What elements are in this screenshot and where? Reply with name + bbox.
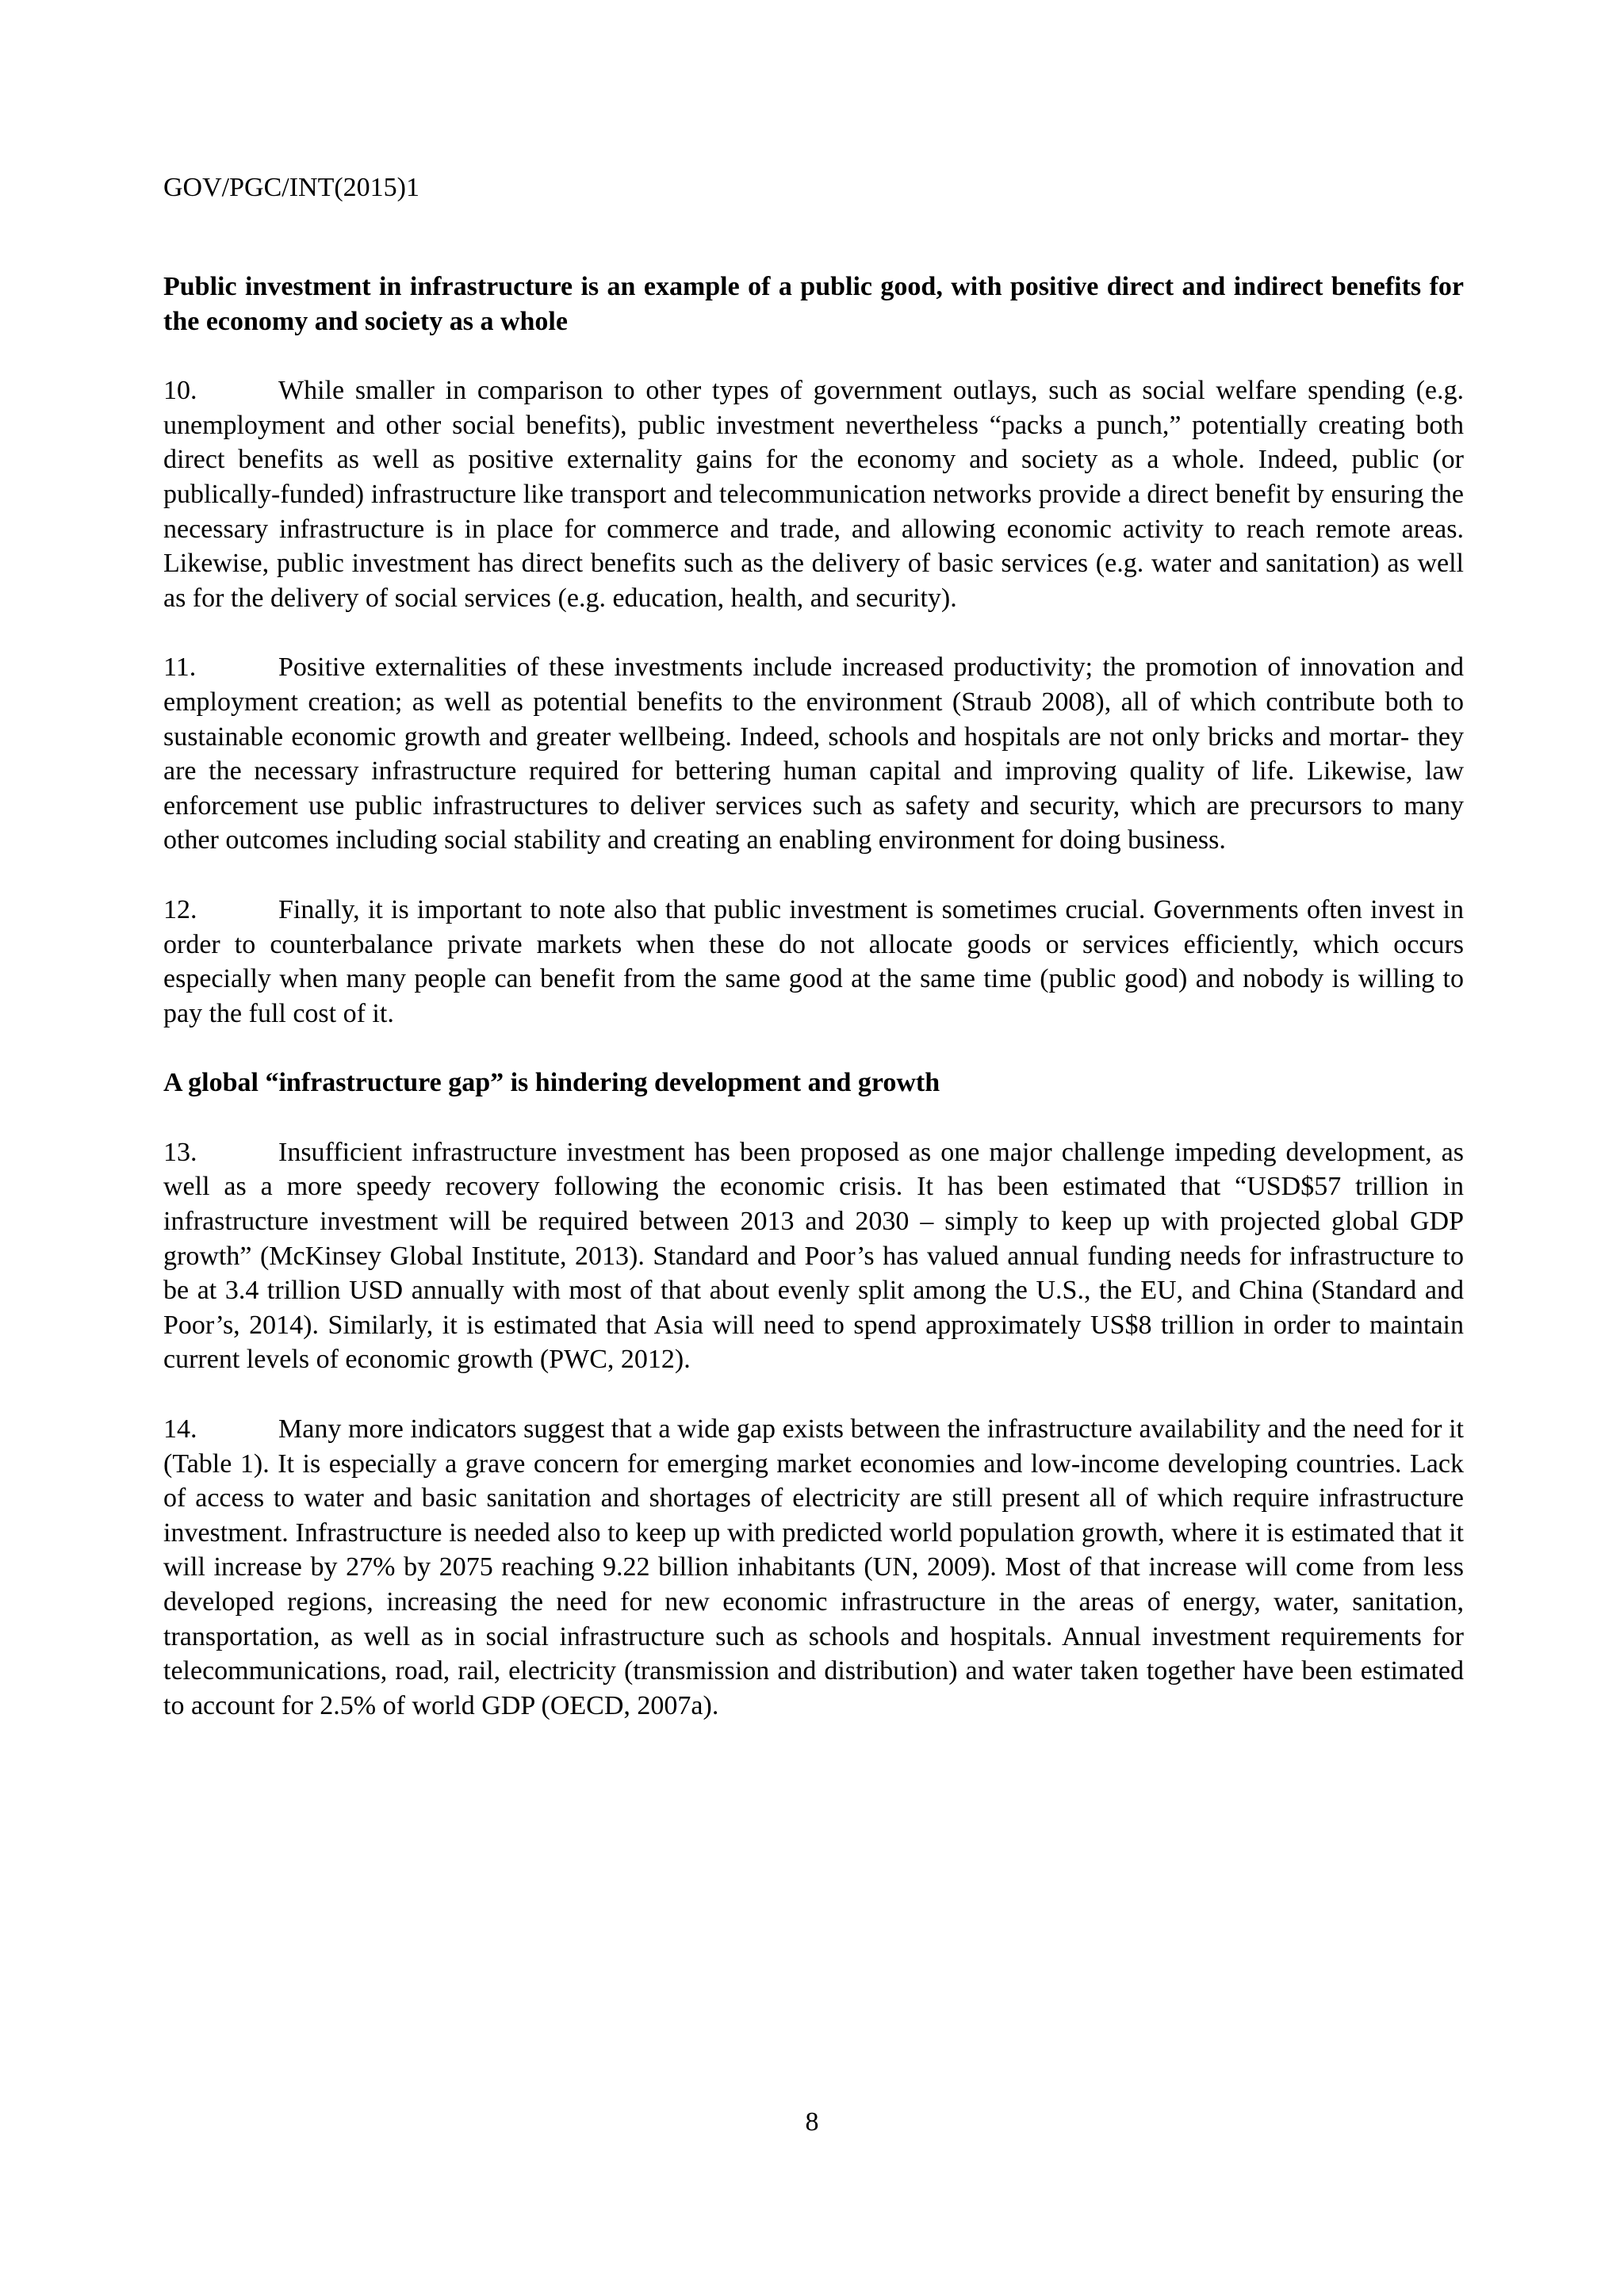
paragraph-number: 13. [163,1137,197,1167]
paragraph-number: 12. [163,894,197,924]
section-infrastructure-gap [163,1066,1464,1723]
paragraph-10 [163,373,1464,615]
paragraph-text: Insufficient infrastructure investment has been proposed as one major challenge impeding development, as well as a more speedy recovery following the economic crisis. It has been estimated that “USD$57 trillion in infrastructure investment will be required between 2013 and 2030 – simply to keep up with projected global GDP growth” (McKinsey Global Institute, 2013). Standard and Poor’s has valued annual funding needs for infrastructure to be at 3.4 trillion USD annually with most of that about evenly split among the U.S., the EU, and China (Standard and Poor’s, 2014). Similarly, it is estimated that Asia will need to spend approximately US$8 trillion in order to maintain current levels of economic growth (PWC, 2012). [163,1137,1464,1375]
section-public-investment [163,270,1464,1031]
paragraph-number: 10. [163,376,197,406]
paragraph-13 [163,1135,1464,1377]
paragraph-number: 14. [163,1414,197,1445]
document-reference: GOV/PGC/INT(2015)1 [163,173,419,202]
paragraph-14 [163,1412,1464,1723]
page-number: 8 [805,2107,819,2137]
paragraph-text: Many more indicators suggest that a wide gap exists between the infrastructure availability and the need for it (Table 1). It is especially a grave concern for emerging market economies and low-income developing countries. Lack of access to water and basic sanitation and shortages of electricity are still present all of which require infrastructure investment. Infrastructure is needed also to keep up with predicted world population growth, where it is estimated that it will increase by 27% by 2075 reaching 9.22 billion inhabitants (UN, 2009). Most of that increase will come from less developed regions, increasing the need for new economic infrastructure in the areas of energy, water, sanitation, transportation, as well as in social infrastructure such as schools and hospitals. Annual investment requirements for telecommunications, road, rail, electricity (transmission and distribution) and water taken together have been estimated to account for 2.5% of world GDP (OECD, 2007a). [163,1414,1464,1720]
section-heading: A global “infrastructure gap” is hindering development and growth [163,1068,940,1098]
paragraph-number: 11. [163,652,197,683]
section-heading: Public investment in infrastructure is an example of a public good, with positive direct and indirect benefits for the economy and society as a whole [163,272,1464,336]
paragraph-text: Positive externalities of these investments include increased productivity; the promotion of innovation and employment creation; as well as potential benefits to the environment (Straub 2008), all of which contribute both to sustainable economic growth and greater wellbeing. Indeed, schools and hospitals are not only bricks and mortar- they are the necessary infrastructure required for bettering human capital and improving quality of life. Likewise, law enforcement use public infrastructures to deliver services such as safety and security, which are precursors to many other outcomes including social stability and creating an enabling environment for doing business. [163,652,1464,855]
paragraph-11 [163,650,1464,858]
paragraph-12 [163,893,1464,1031]
paragraph-text: While smaller in comparison to other types of government outlays, such as social welfare spending (e.g. unemployment and other social benefits), public investment nevertheless “packs a punch,” potentially creating both direct benefits as well as positive externality gains for the economy and society as a whole. Indeed, public (or publically-funded) infrastructure like transport and telecommunication networks provide a direct benefit by ensuring the necessary infrastructure is in place for commerce and trade, and allowing economic activity to reach remote areas. Likewise, public investment has direct benefits such as the delivery of basic services (e.g. water and sanitation) as well as for the delivery of social services (e.g. education, health, and security). [163,376,1464,613]
page-body [163,270,1464,1758]
paragraph-text: Finally, it is important to note also that public investment is sometimes crucial. Governments often invest in order to counterbalance private markets when these do not allocate goods or services efficiently, which occurs especially when many people can benefit from the same good at the same time (public good) and nobody is willing to pay the full cost of it. [163,894,1464,1028]
